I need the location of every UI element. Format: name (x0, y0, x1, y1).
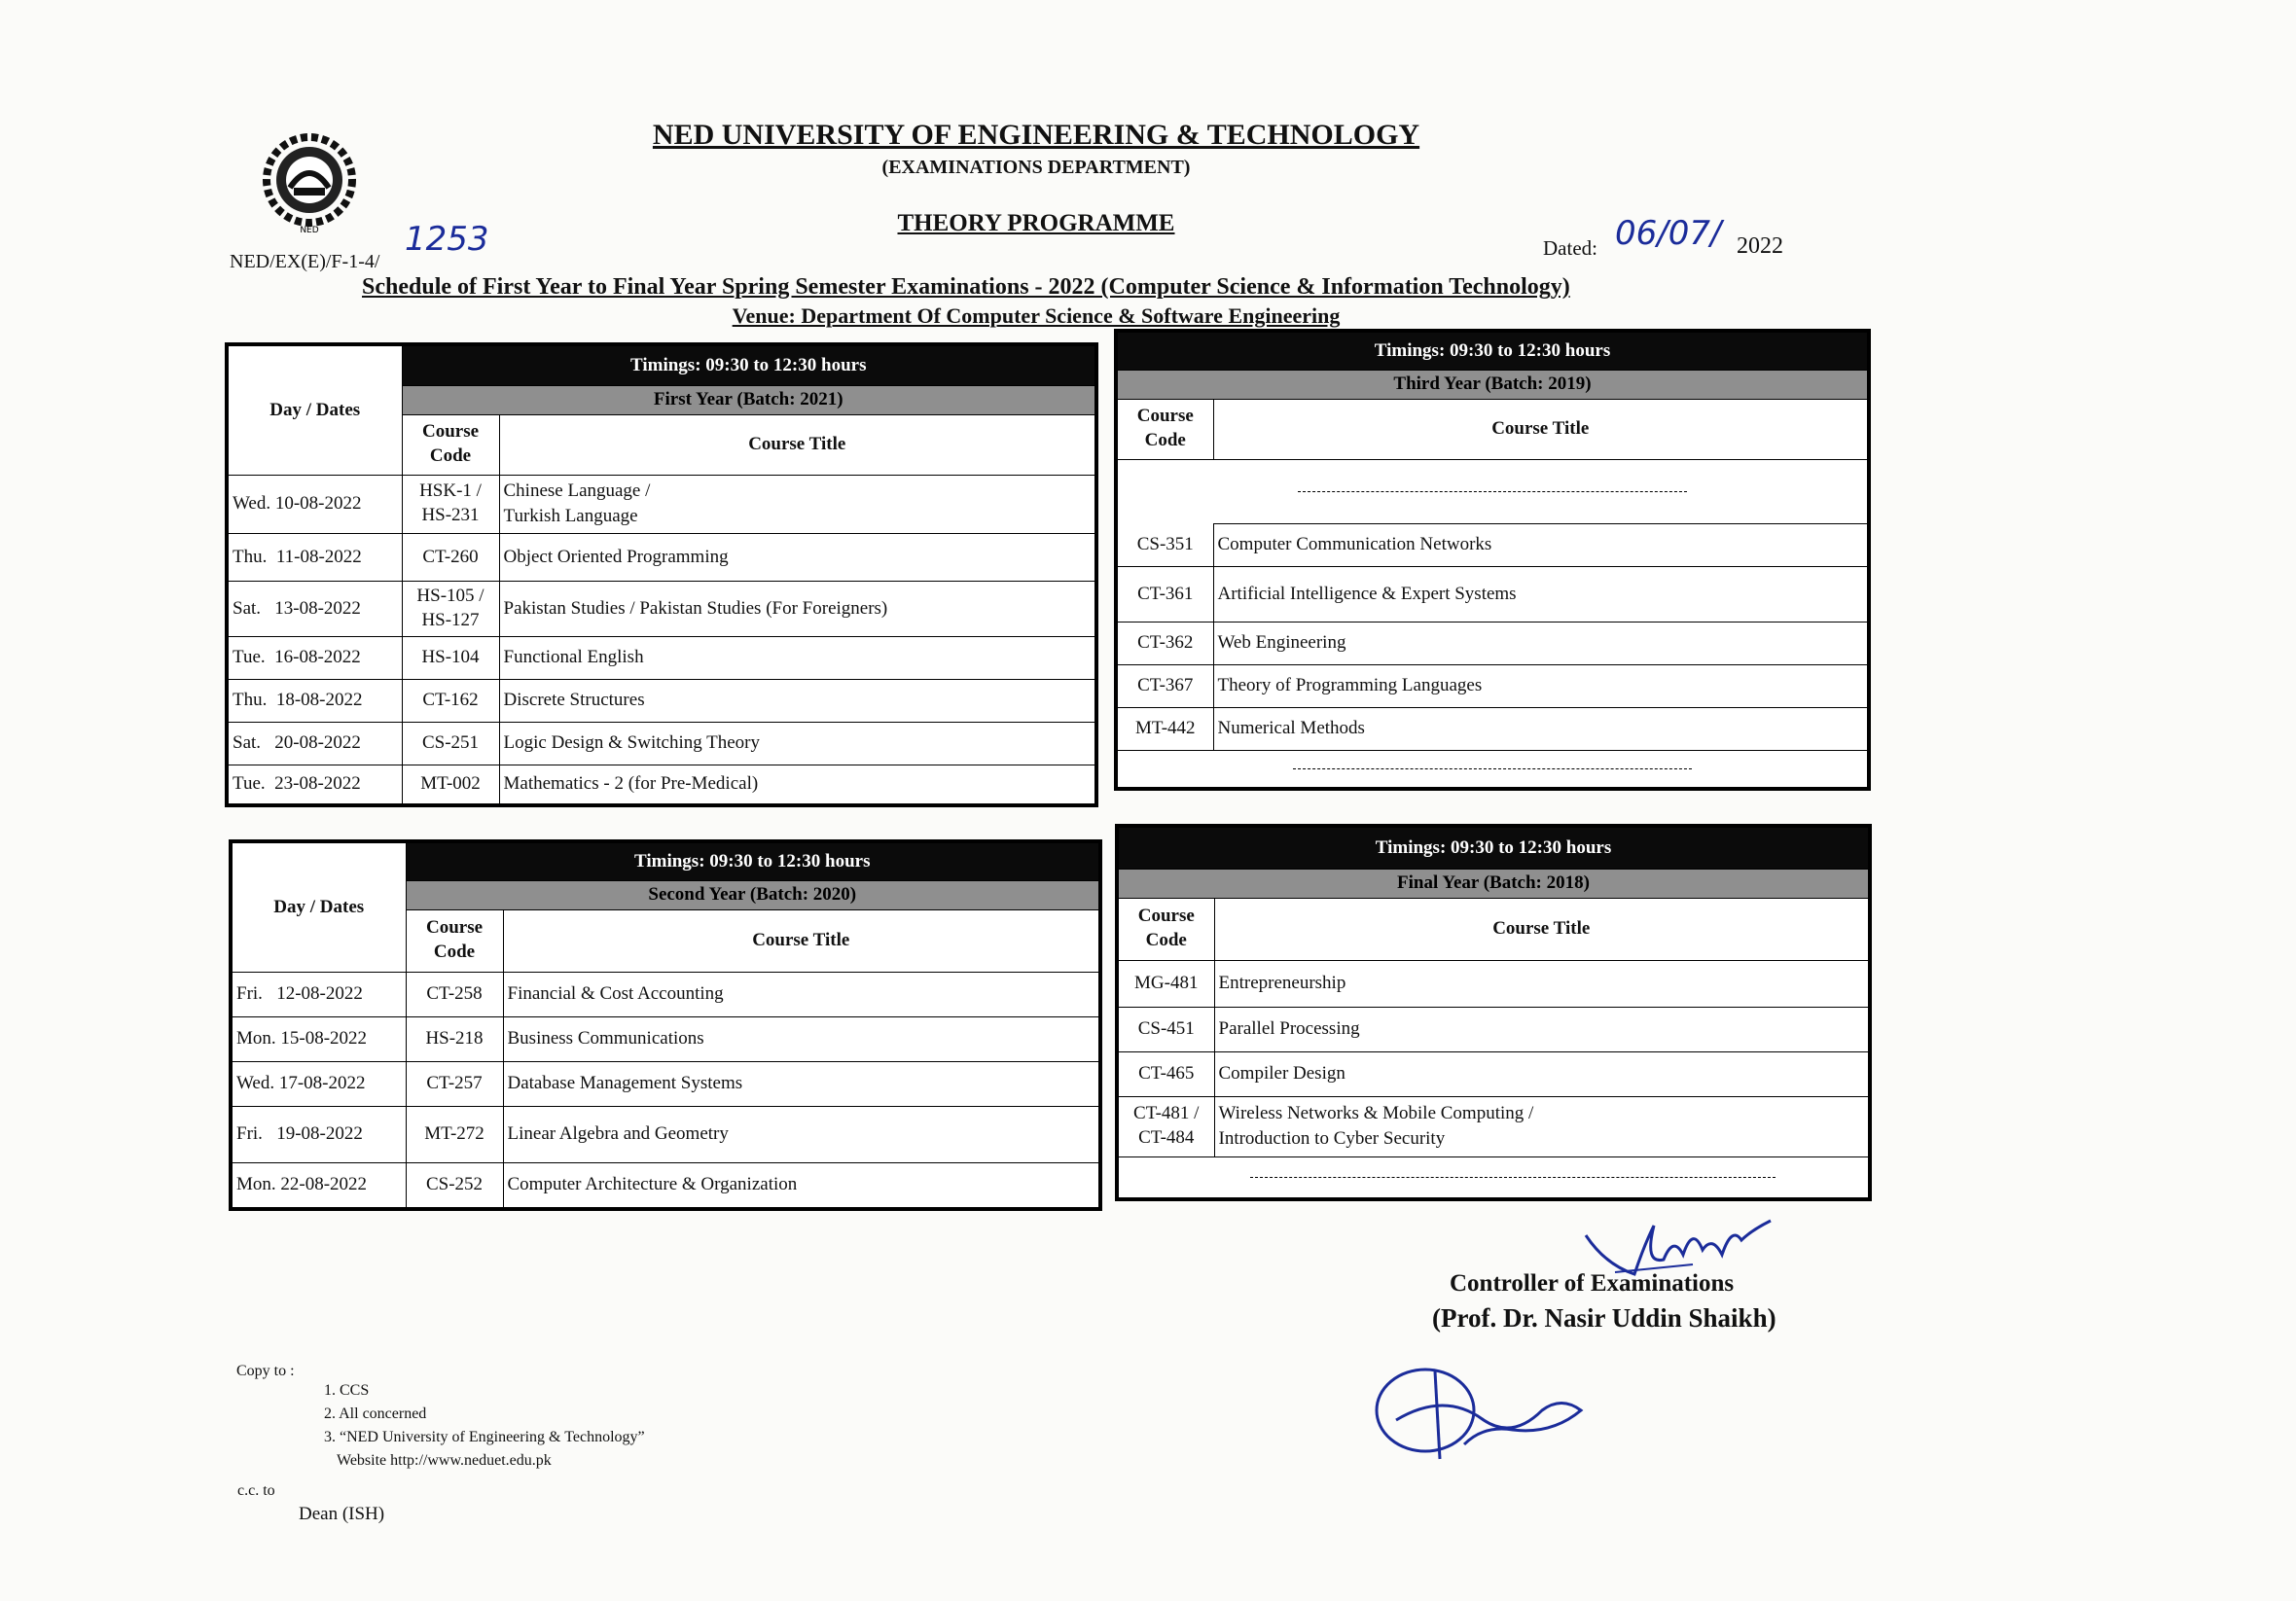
course-title: Theory of Programming Languages (1213, 664, 1869, 707)
cc-recipient: Dean (ISH) (299, 1504, 385, 1524)
table-row (227, 679, 1096, 722)
table-row (227, 475, 1096, 533)
empty-slot-dashes (1116, 459, 1869, 523)
second-year-batch: Second Year (Batch: 2020) (406, 880, 1100, 909)
course-code: CT-481 / CT-484 (1117, 1096, 1214, 1156)
university-name: NED UNIVERSITY OF ENGINEERING & TECHNOLOGY (652, 119, 1420, 151)
venue: Venue: Department Of Computer Science & Software Engineering (732, 303, 1341, 328)
course-code: HS-105 / HS-127 (402, 581, 499, 636)
course-title: Artificial Intelligence & Expert Systems (1213, 566, 1869, 622)
cc-label: c.c. to (237, 1482, 275, 1499)
empty-slot-dashes (1117, 1156, 1870, 1199)
course-code: CT-257 (406, 1061, 503, 1106)
table-row (1117, 1156, 1870, 1199)
course-code: CT-260 (402, 533, 499, 581)
table-row (231, 972, 1100, 1016)
department-name: (EXAMINATIONS DEPARTMENT) (881, 157, 1191, 178)
table-row (227, 636, 1096, 679)
course-code-header: Course Code (1117, 898, 1214, 960)
course-title: Computer Architecture & Organization (503, 1162, 1100, 1209)
table-row (227, 581, 1096, 636)
exam-date: Tue. 23-08-2022 (227, 765, 402, 805)
signatory-role: Controller of Examinations (1450, 1270, 1735, 1297)
day-dates-header: Day / Dates (231, 841, 406, 972)
course-title-header: Course Title (503, 909, 1100, 972)
exam-date: Wed. 17-08-2022 (231, 1061, 406, 1106)
course-code: CT-162 (402, 679, 499, 722)
exam-date: Fri. 12-08-2022 (231, 972, 406, 1016)
table-row (1117, 1096, 1870, 1156)
final-year-timing: Timings: 09:30 to 12:30 hours (1117, 826, 1870, 869)
course-title: Financial & Cost Accounting (503, 972, 1100, 1016)
table-row (227, 722, 1096, 765)
course-title: Linear Algebra and Geometry (503, 1106, 1100, 1162)
website-line: Website http://www.neduet.edu.pk (337, 1452, 552, 1469)
exam-date: Sat. 20-08-2022 (227, 722, 402, 765)
course-title: Wireless Networks & Mobile Computing / Introduction to Cyber Security (1214, 1096, 1870, 1156)
table-row (1116, 664, 1869, 707)
third-year-table (1114, 329, 1871, 791)
course-code: CT-367 (1116, 664, 1213, 707)
table-row (231, 1016, 1100, 1061)
second-year-timing: Timings: 09:30 to 12:30 hours (406, 841, 1100, 880)
schedule-title: Schedule of First Year to Final Year Spring Semester Examinations - 2022 (Computer Science & Information Technology) (362, 274, 1570, 300)
course-code: MG-481 (1117, 960, 1214, 1007)
table-row (1116, 707, 1869, 750)
exam-date: Fri. 19-08-2022 (231, 1106, 406, 1162)
first-year-table (225, 342, 1098, 807)
table-row (1117, 1051, 1870, 1096)
signatory-name: (Prof. Dr. Nasir Uddin Shaikh) (1432, 1303, 1776, 1333)
course-code: CT-361 (1116, 566, 1213, 622)
table-row (227, 765, 1096, 805)
table-row (231, 1162, 1100, 1209)
course-title: Functional English (499, 636, 1096, 679)
course-title: Pakistan Studies / Pakistan Studies (For Foreigners) (499, 581, 1096, 636)
svg-text:NED: NED (300, 226, 319, 235)
third-year-timing: Timings: 09:30 to 12:30 hours (1116, 331, 1869, 370)
table-row (1117, 960, 1870, 1007)
course-title: Compiler Design (1214, 1051, 1870, 1096)
dated-handwritten: 06/07/ (1615, 214, 1722, 253)
table-row (227, 533, 1096, 581)
final-year-batch: Final Year (Batch: 2018) (1117, 869, 1870, 898)
course-code: HSK-1 / HS-231 (402, 475, 499, 533)
course-code: CS-351 (1116, 523, 1213, 566)
table-row (1116, 459, 1869, 523)
course-title: Computer Communication Networks (1213, 523, 1869, 566)
course-code: CT-362 (1116, 622, 1213, 664)
exam-date: Sat. 13-08-2022 (227, 581, 402, 636)
course-title: Entrepreneurship (1214, 960, 1870, 1007)
copy-to-list (324, 1379, 645, 1473)
second-signature (1367, 1352, 1591, 1478)
table-row (1117, 1007, 1870, 1051)
course-code: MT-002 (402, 765, 499, 805)
course-title: Discrete Structures (499, 679, 1096, 722)
dated-label: Dated: (1543, 236, 1597, 260)
list-item: 3. “NED University of Engineering & Technology” (324, 1429, 645, 1445)
course-title: Database Management Systems (503, 1061, 1100, 1106)
exam-date: Tue. 16-08-2022 (227, 636, 402, 679)
course-title: Parallel Processing (1214, 1007, 1870, 1051)
course-title-header: Course Title (1213, 399, 1869, 459)
table-row (231, 1106, 1100, 1162)
second-year-table (229, 839, 1102, 1211)
exam-date: Mon. 22-08-2022 (231, 1162, 406, 1209)
course-title: Business Communications (503, 1016, 1100, 1061)
course-code-header: Course Code (1116, 399, 1213, 459)
table-row (1116, 622, 1869, 664)
course-code: HS-218 (406, 1016, 503, 1061)
course-title: Logic Design & Switching Theory (499, 722, 1096, 765)
course-code: CS-451 (1117, 1007, 1214, 1051)
first-year-timing: Timings: 09:30 to 12:30 hours (402, 344, 1096, 385)
reference-number: 1253 (405, 220, 489, 259)
list-item: 1. CCS (324, 1382, 370, 1399)
exam-date: Wed. 10-08-2022 (227, 475, 402, 533)
course-code: HS-104 (402, 636, 499, 679)
course-title-header: Course Title (1214, 898, 1870, 960)
table-row (1116, 750, 1869, 789)
copy-to-label: Copy to : (236, 1363, 295, 1379)
dated-year: 2022 (1737, 233, 1783, 259)
course-title: Mathematics - 2 (for Pre-Medical) (499, 765, 1096, 805)
final-year-table (1115, 824, 1872, 1201)
course-title-header: Course Title (499, 414, 1096, 475)
table-row (1116, 566, 1869, 622)
course-code-header: Course Code (406, 909, 503, 972)
day-dates-header: Day / Dates (227, 344, 402, 475)
exam-date: Thu. 11-08-2022 (227, 533, 402, 581)
course-code: CT-258 (406, 972, 503, 1016)
course-title: Chinese Language / Turkish Language (499, 475, 1096, 533)
course-code: MT-442 (1116, 707, 1213, 750)
list-item: 2. All concerned (324, 1405, 427, 1422)
course-code: CS-252 (406, 1162, 503, 1209)
course-title: Object Oriented Programming (499, 533, 1096, 581)
course-title: Numerical Methods (1213, 707, 1869, 750)
course-code: CS-251 (402, 722, 499, 765)
table-row (231, 1061, 1100, 1106)
exam-date: Thu. 18-08-2022 (227, 679, 402, 722)
first-year-batch: First Year (Batch: 2021) (402, 385, 1096, 414)
course-code: MT-272 (406, 1106, 503, 1162)
course-code-header: Course Code (402, 414, 499, 475)
programme-title: THEORY PROGRAMME (897, 210, 1175, 236)
course-title: Web Engineering (1213, 622, 1869, 664)
table-row (1116, 523, 1869, 566)
reference-prefix: NED/EX(E)/F-1-4/ (230, 251, 380, 272)
third-year-batch: Third Year (Batch: 2019) (1116, 370, 1869, 399)
course-code: CT-465 (1117, 1051, 1214, 1096)
exam-date: Mon. 15-08-2022 (231, 1016, 406, 1061)
empty-slot-dashes (1116, 750, 1869, 789)
